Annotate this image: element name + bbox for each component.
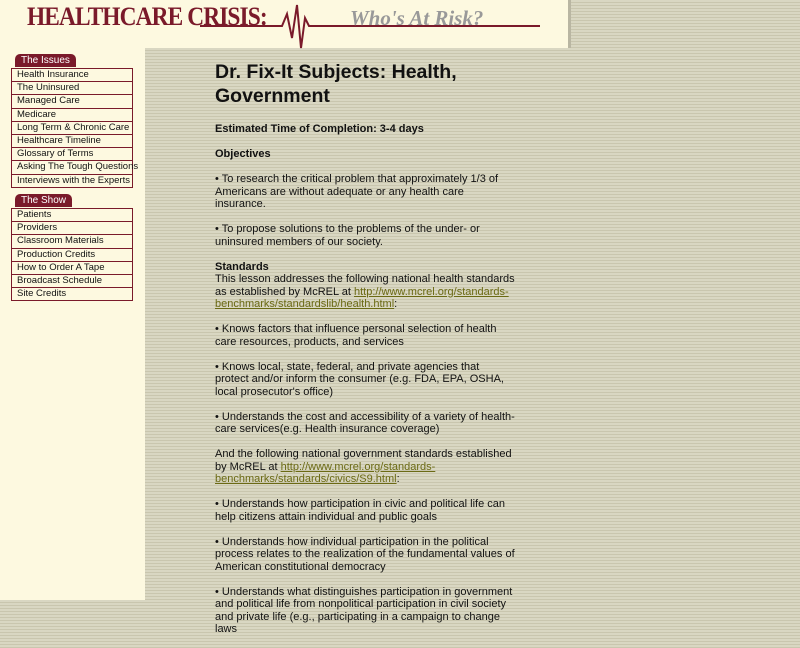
issues-menu-item[interactable]: Glossary of Terms [11,148,133,161]
show-menu-item[interactable]: Production Credits [11,249,133,262]
issues-menu-item[interactable]: Healthcare Timeline [11,135,133,148]
show-menu-title: The Show [15,194,72,207]
health-standard-1: • Knows factors that influence personal selection of health care resources, products, and services [215,323,497,348]
tagline: Who's At Risk? [350,6,484,30]
government-intro: And the following national government standards established by McREL at [215,448,512,473]
show-menu-item[interactable]: Broadcast Schedule [11,275,133,288]
show-menu-item[interactable]: Site Credits [11,288,133,301]
issues-menu-item[interactable]: Long Term & Chronic Care [11,122,133,135]
gov-standard-2: • Understands how individual participation in the political process relates to the realization of the fundamental values of American constitutional democracy [215,535,515,573]
objectives-heading: Objectives [215,148,271,160]
show-menu [11,190,133,301]
main-content: Dr. Fix-It Subjects: Health, Government Estimated Time of Completion: 3-4 days Objectives • To research the critical problem that approximately 1/3 of Americans are without adequate or any health care insurance. • To propose solutions to the problems of the under- or uninsured members of our society. Standards This lesson addresses the following national health standards as established by McREL at http://www.mcrel.org/standards-benchmarks/standardslib/health.html: • Knows factors that influence personal selection of health care resources, products, and services • Knows local, state, federal, and private agencies that protect and/or inform the consumer (e.g. FDA, EPA, OSHA, local prosecutor's office) • Understands the cost and accessibility of a variety of health-care services(e.g. Health insurance coverage) And the following national government standards established by McREL at http://www.mcrel.org/standards-benchmarks/standards/civics/S9.html: • Understands how participation in civic and political life can help citizens attain individual and public goals • Understands how individual participation in the political process relates to the realization of the fundamental values of American constitutional democracy • Understands what distinguishes participation in government and political life from nonpolitical participation in civil society and private life (e.g., participating in a campaign to change laws [215,61,515,635]
objective-2: • To propose solutions to the problems of the under- or uninsured members of our society. [215,223,480,248]
issues-menu-item[interactable]: The Uninsured [11,82,133,95]
objective-1: • To research the critical problem that approximately 1/3 of Americans are without adequate or any health care insurance. [215,173,499,210]
civics-standards-link[interactable]: http://www.mcrel.org/standards-benchmarks/standards/civics/S9.html [215,460,436,485]
issues-menu-item[interactable]: Health Insurance [11,68,133,82]
standards-heading: Standards [215,260,269,273]
issues-menu-item[interactable]: Medicare [11,109,133,122]
page-title: Dr. Fix-It Subjects: Health, Government [215,61,457,107]
show-menu-item[interactable]: Providers [11,222,133,235]
health-standard-2: • Knows local, state, federal, and private agencies that protect and/or inform the consumer (e.g. FDA, EPA, OSHA, local prosecutor's office) [215,360,504,398]
standards-intro: This lesson addresses the following national health standards as established by McREL at [215,273,515,298]
issues-menu [11,50,139,188]
health-standards-link[interactable]: http://www.mcrel.org/standards-benchmarks/standardslib/health.html [215,285,509,310]
completion-time: Estimated Time of Completion: 3-4 days [215,123,424,135]
site-logo[interactable]: HEALTHCARE CRISIS: [27,2,267,31]
health-standard-3: • Understands the cost and accessibility of a variety of health-care services(e.g. Health insurance coverage) [215,410,515,435]
gov-standard-1: • Understands how participation in civic and political life can help citizens attain individual and public goals [215,498,506,523]
issues-menu-item[interactable]: Interviews with the Experts [11,175,133,188]
show-menu-item[interactable]: Patients [11,208,133,222]
show-menu-item[interactable]: Classroom Materials [11,235,133,248]
issues-menu-item[interactable]: Asking The Tough Questions [11,161,133,174]
show-menu-item[interactable]: How to Order A Tape [11,262,133,275]
gov-standard-3: • Understands what distinguishes participation in government and political life from nonpolitical participation in civil society and private life (e.g., participating in a campaign to change laws [215,585,513,635]
issues-menu-item[interactable]: Managed Care [11,95,133,108]
issues-menu-title: The Issues [15,54,76,67]
